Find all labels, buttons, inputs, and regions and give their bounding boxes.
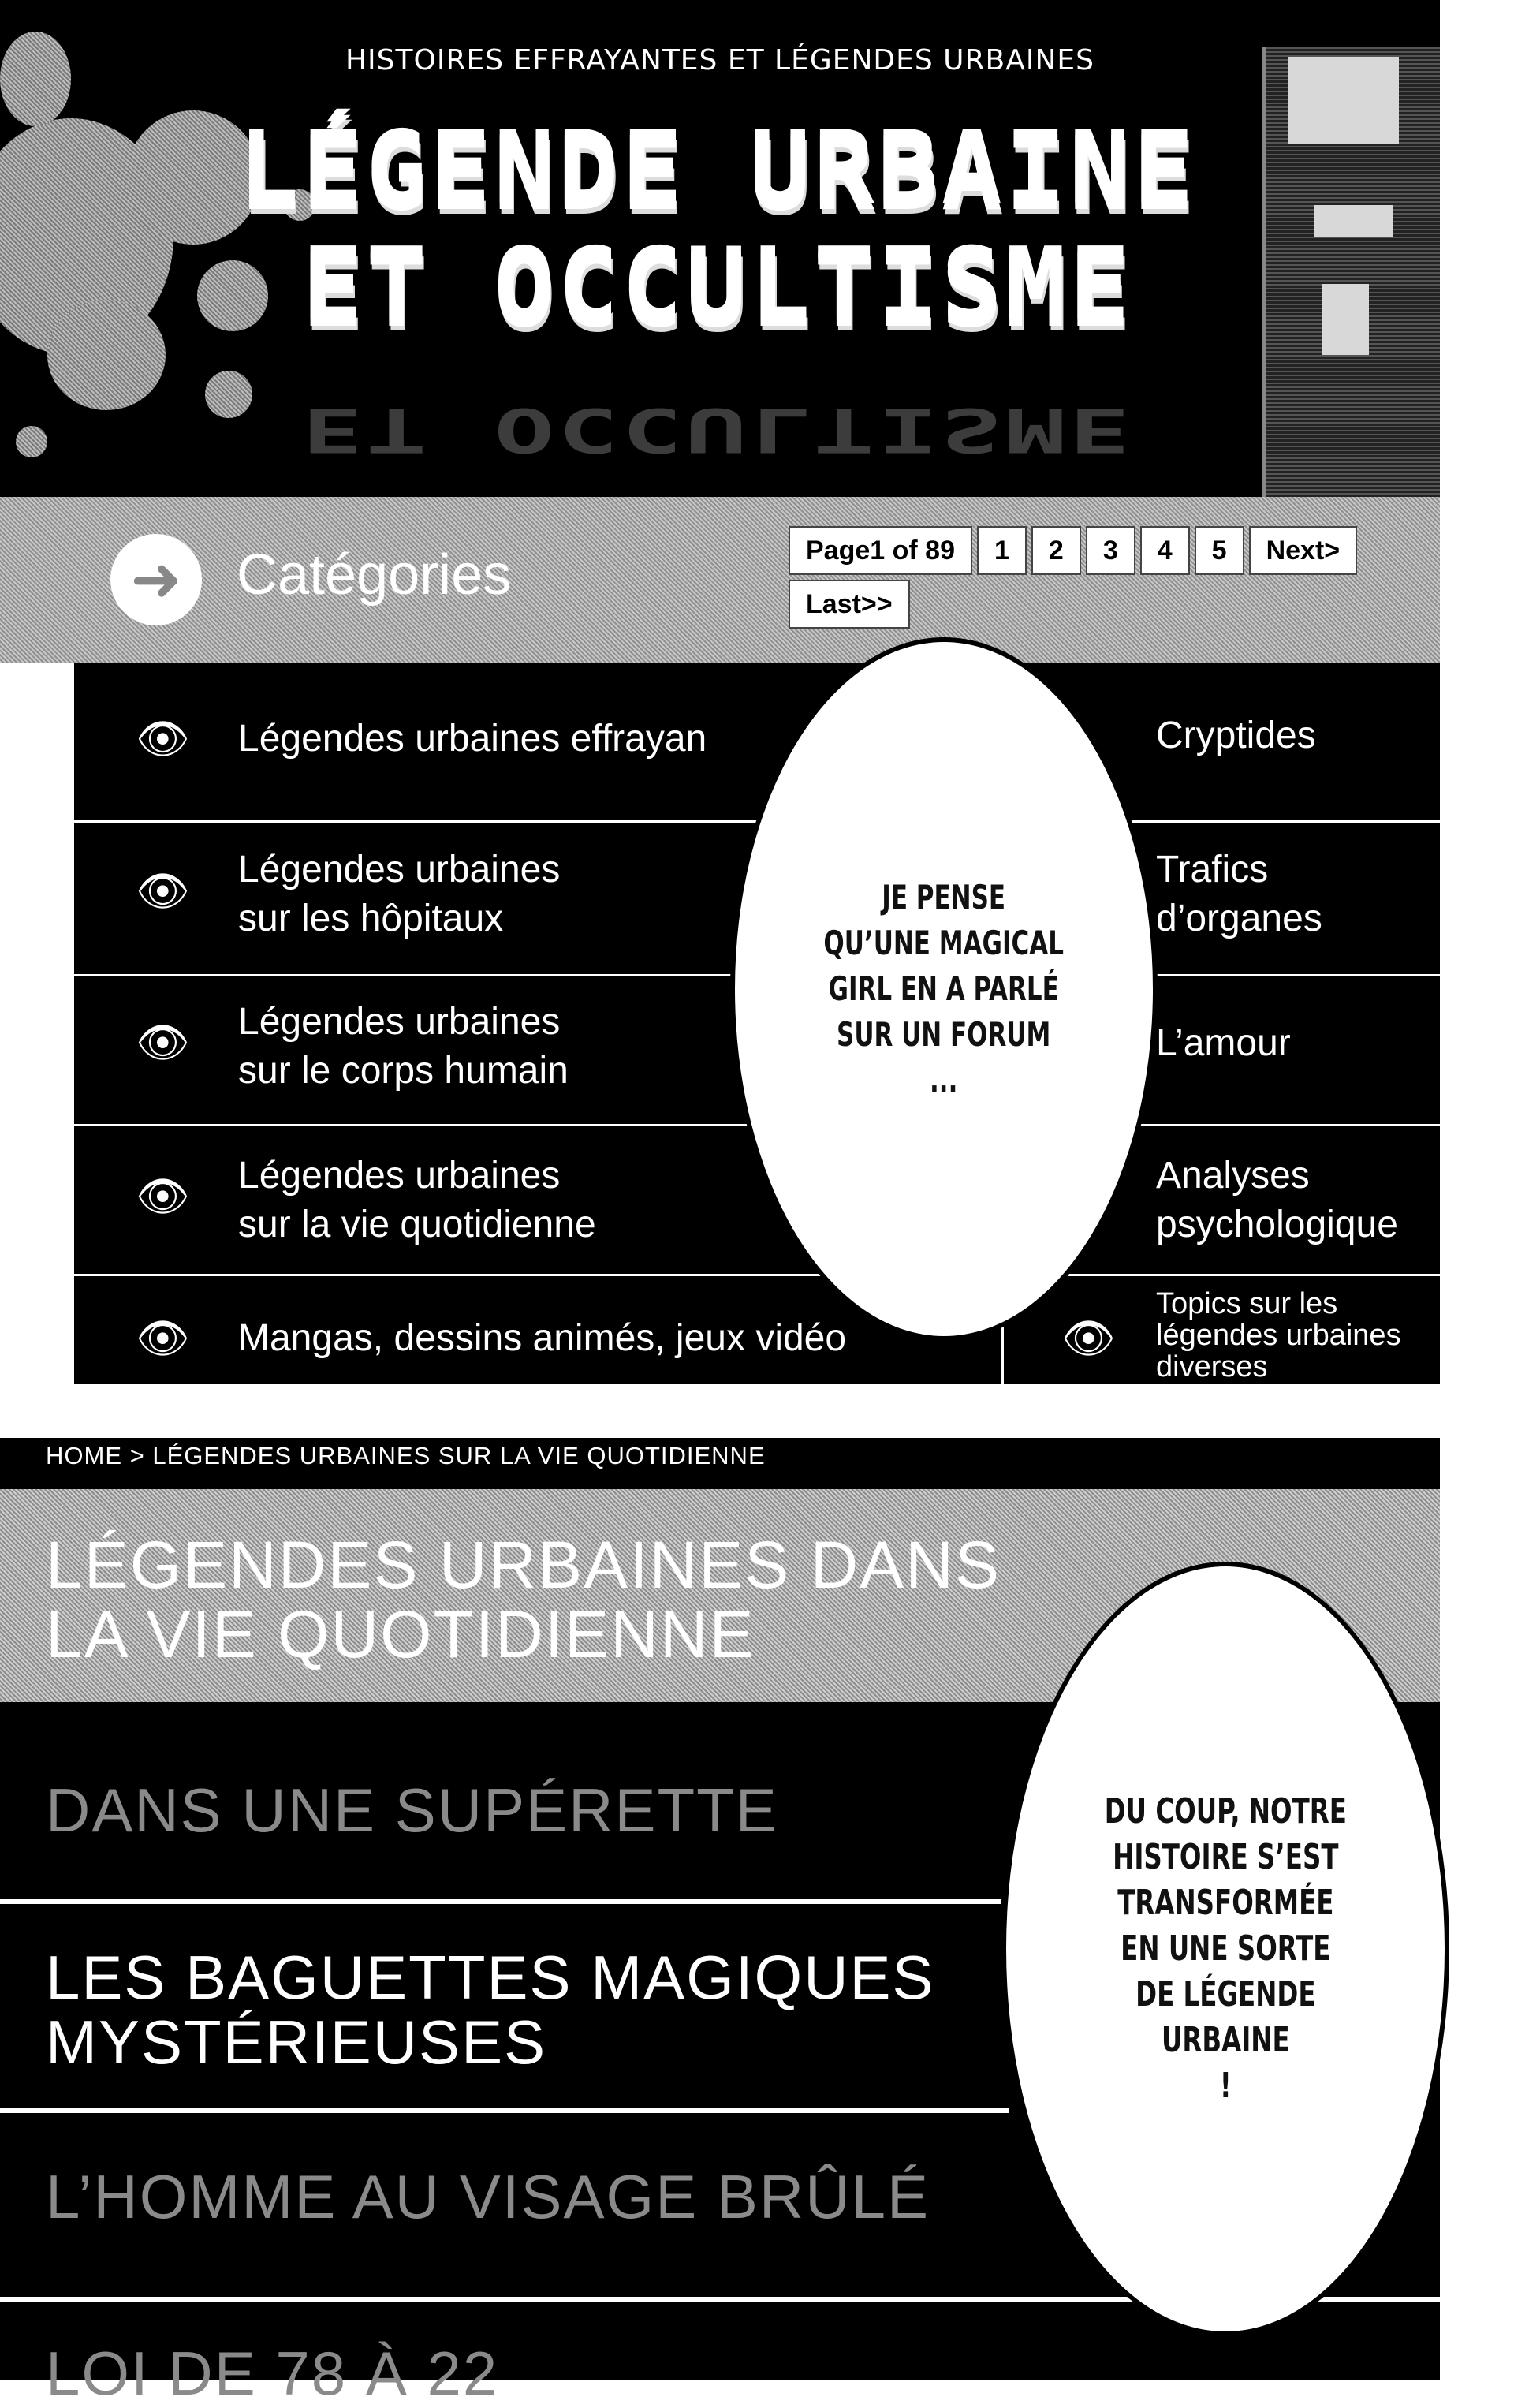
arrow-right-icon[interactable]: ➜ <box>110 534 202 625</box>
ink-splatter <box>47 300 166 410</box>
category-link[interactable]: Trafics d’organes <box>1156 849 1322 939</box>
page-indicator: Page1 of 89 <box>789 526 972 575</box>
article-link-active[interactable]: LES BAGUETTES MAGIQUES MYSTÉRIEUSES <box>46 1943 935 2077</box>
category-link[interactable]: Légendes urbaines effrayan <box>238 718 707 760</box>
article-link[interactable]: L’HOMME AU VISAGE BRÛLÉ <box>46 2162 930 2231</box>
categories-label: Catégories <box>237 543 512 607</box>
eye-icon: 👁 <box>136 1171 190 1221</box>
category-link[interactable]: Légendes urbaines sur le corps humain <box>238 1001 569 1092</box>
speech-bubble <box>730 637 1158 1341</box>
last-page-link[interactable]: Last>> <box>789 580 910 629</box>
site-header <box>0 0 1440 497</box>
eye-icon: 👁 <box>136 866 190 916</box>
pagination <box>789 526 1357 575</box>
divider <box>0 2108 1009 2113</box>
category-link[interactable]: Légendes urbaines sur la vie quotidienne <box>238 1155 596 1245</box>
breadcrumb[interactable]: HOME > LÉGENDES URBAINES SUR LA VIE QUOTIDIENNE <box>46 1442 766 1469</box>
vending-machine-image <box>1262 47 1440 497</box>
site-title-reflection: ET OCCULTISME <box>302 394 1133 465</box>
speech-bubble <box>1001 1562 1449 2336</box>
category-link[interactable]: Analyses psychologique <box>1156 1155 1398 1245</box>
eye-icon: 👁 <box>1061 1313 1116 1363</box>
page-4-link[interactable]: 4 <box>1140 526 1190 575</box>
eye-icon: 👁 <box>136 1313 190 1363</box>
page-1-link[interactable]: 1 <box>977 526 1027 575</box>
page-3-link[interactable]: 3 <box>1086 526 1136 575</box>
ink-splatter <box>16 426 47 457</box>
article-link[interactable]: DANS UNE SUPÉRETTE <box>46 1775 778 1845</box>
site-title-line2: ET OCCULTISME <box>302 226 1133 344</box>
eye-icon: 👁 <box>136 714 190 763</box>
divider <box>0 1899 1001 1904</box>
category-link[interactable]: Topics sur les légendes urbaines diverses <box>1156 1287 1401 1383</box>
site-tagline: HISTOIRES EFFRAYANTES ET LÉGENDES URBAINES <box>345 44 1094 77</box>
site-title-line1: LÉGENDE URBAINE <box>238 110 1197 227</box>
category-link[interactable]: Mangas, dessins animés, jeux vidéo <box>238 1317 847 1359</box>
speech-bubble-text: JE PENSE QU’UNE MAGICAL GIRL EN A PARLÉ SUR UN FORUM ... <box>823 878 1065 1099</box>
eye-icon: 👁 <box>136 1017 190 1067</box>
speech-bubble-text: DU COUP, NOTRE HISTOIRE S’EST TRANSFORMÉE EN UNE SORTE DE LÉGENDE URBAINE ! <box>1104 1791 1347 2106</box>
categories-bar <box>0 497 1440 663</box>
panel-gutter <box>0 1384 1514 1438</box>
category-link[interactable]: L’amour <box>1156 1022 1291 1064</box>
category-link[interactable]: Cryptides <box>1156 715 1316 756</box>
article-link[interactable]: LOI DE 78 À 22 <box>46 2339 499 2408</box>
site-title[interactable] <box>181 110 1254 344</box>
page-title: LÉGENDES URBAINES DANS LA VIE QUOTIDIENNE <box>46 1528 1001 1671</box>
page-2-link[interactable]: 2 <box>1031 526 1081 575</box>
page-5-link[interactable]: 5 <box>1195 526 1244 575</box>
next-page-link[interactable]: Next> <box>1249 526 1358 575</box>
category-link[interactable]: Légendes urbaines sur les hôpitaux <box>238 849 561 939</box>
